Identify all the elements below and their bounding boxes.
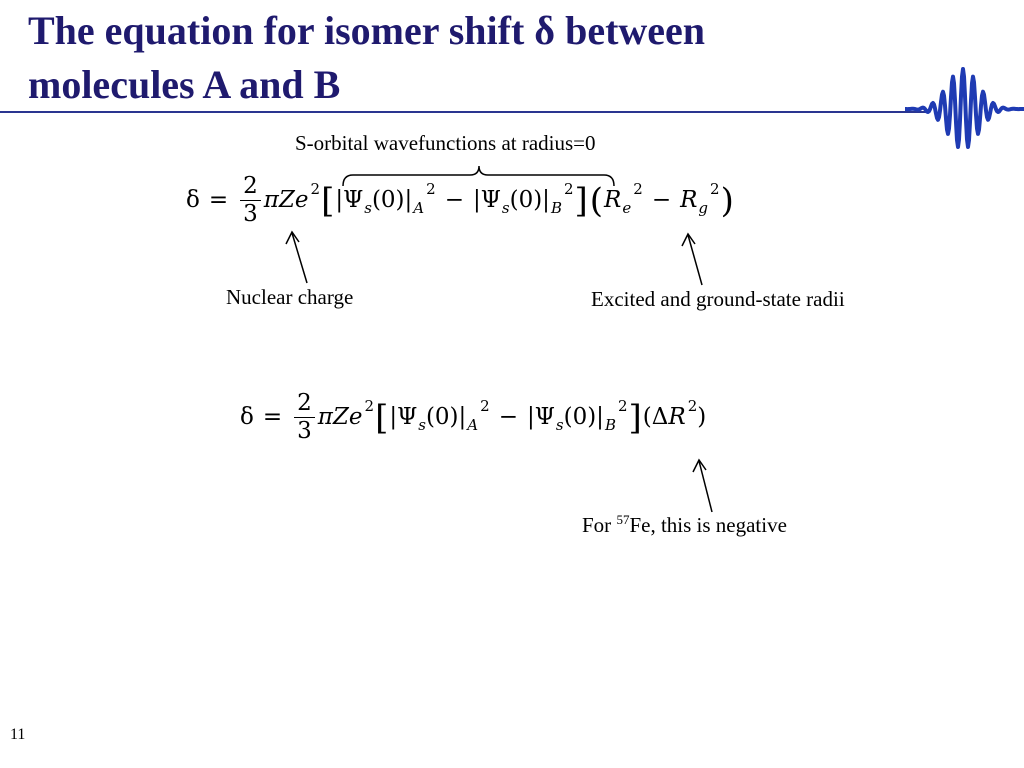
- psi-open-b: |Ψ: [526, 404, 555, 430]
- right-bracket: ]: [628, 397, 642, 438]
- psi-subscript-s: s: [555, 416, 564, 434]
- radius-excited: R: [604, 187, 622, 213]
- title-line-1: The equation for isomer shift δ between: [28, 8, 706, 53]
- subscript-e: e: [622, 199, 632, 217]
- minus-sign: −: [498, 404, 518, 430]
- subscript-a: A: [467, 416, 479, 434]
- orbital-annotation: S-orbital wavefunctions at radius=0: [295, 131, 596, 155]
- page-number: 11: [10, 726, 26, 743]
- psi-subscript-s: s: [501, 199, 510, 217]
- e-exponent: 2: [310, 180, 321, 198]
- radius-ground: R: [680, 187, 698, 213]
- psi-argument-a: (0)|: [425, 404, 467, 430]
- delta-r-open: (Δ: [642, 404, 669, 430]
- subscript-b: B: [604, 416, 616, 434]
- subscript-b: B: [550, 199, 562, 217]
- fe57-prefix: For: [582, 513, 617, 537]
- nuclear-charge-arrow: [292, 233, 307, 283]
- delta-r-close: ): [697, 404, 707, 430]
- fraction-numerator: 2: [297, 390, 312, 416]
- equals-sign: =: [262, 404, 283, 430]
- psi-open-a: |Ψ: [335, 187, 364, 213]
- square-exponent-rg: 2: [710, 180, 720, 198]
- radius-r: R: [668, 404, 686, 430]
- electron-charge-e: e: [294, 187, 309, 213]
- psi-subscript-s: s: [418, 416, 426, 434]
- subscript-g: g: [698, 199, 709, 217]
- psi-argument-b: (0)|: [509, 187, 550, 213]
- radii-label: Excited and ground-state radii: [591, 287, 845, 311]
- fraction-numerator: 2: [243, 173, 258, 199]
- minus-sign: −: [651, 187, 672, 213]
- square-exponent-b: 2: [617, 397, 628, 415]
- square-exponent-a: 2: [480, 397, 490, 415]
- right-bracket: ]: [574, 180, 588, 221]
- nuclear-charge-z: Z: [278, 187, 295, 213]
- psi-subscript-s: s: [364, 199, 372, 217]
- right-paren: ): [720, 180, 734, 221]
- square-exponent-re: 2: [633, 180, 643, 198]
- psi-argument-b: (0)|: [563, 404, 604, 430]
- delta-symbol: δ: [240, 404, 254, 430]
- left-paren: (: [589, 180, 604, 221]
- nuclear-charge-label: Nuclear charge: [226, 285, 354, 309]
- square-exponent-b: 2: [563, 180, 574, 198]
- equals-sign: =: [208, 187, 229, 213]
- title-line-2: molecules A and B: [28, 62, 341, 107]
- delta-symbol: δ: [186, 187, 200, 213]
- left-bracket: [: [375, 397, 389, 438]
- pi-symbol: π: [317, 404, 333, 430]
- nuclear-charge-z: Z: [332, 404, 349, 430]
- electron-charge-e: e: [348, 404, 363, 430]
- subscript-a: A: [413, 199, 425, 217]
- psi-open-b: |Ψ: [472, 187, 501, 213]
- fraction-denominator: 3: [240, 200, 261, 226]
- e-exponent: 2: [364, 397, 375, 415]
- pi-symbol: π: [263, 187, 279, 213]
- psi-open-a: |Ψ: [389, 404, 418, 430]
- psi-argument-a: (0)|: [371, 187, 413, 213]
- fe57-suffix: Fe, this is negative: [629, 513, 787, 537]
- minus-sign: −: [444, 187, 464, 213]
- fraction-denominator: 3: [294, 417, 315, 443]
- orbital-brace: [343, 166, 614, 186]
- square-exponent-a: 2: [426, 180, 436, 198]
- radii-arrow: [688, 235, 702, 285]
- fe57-mass-number: 57: [616, 512, 630, 527]
- left-bracket: [: [321, 180, 335, 221]
- delta-r-exponent: 2: [687, 397, 698, 415]
